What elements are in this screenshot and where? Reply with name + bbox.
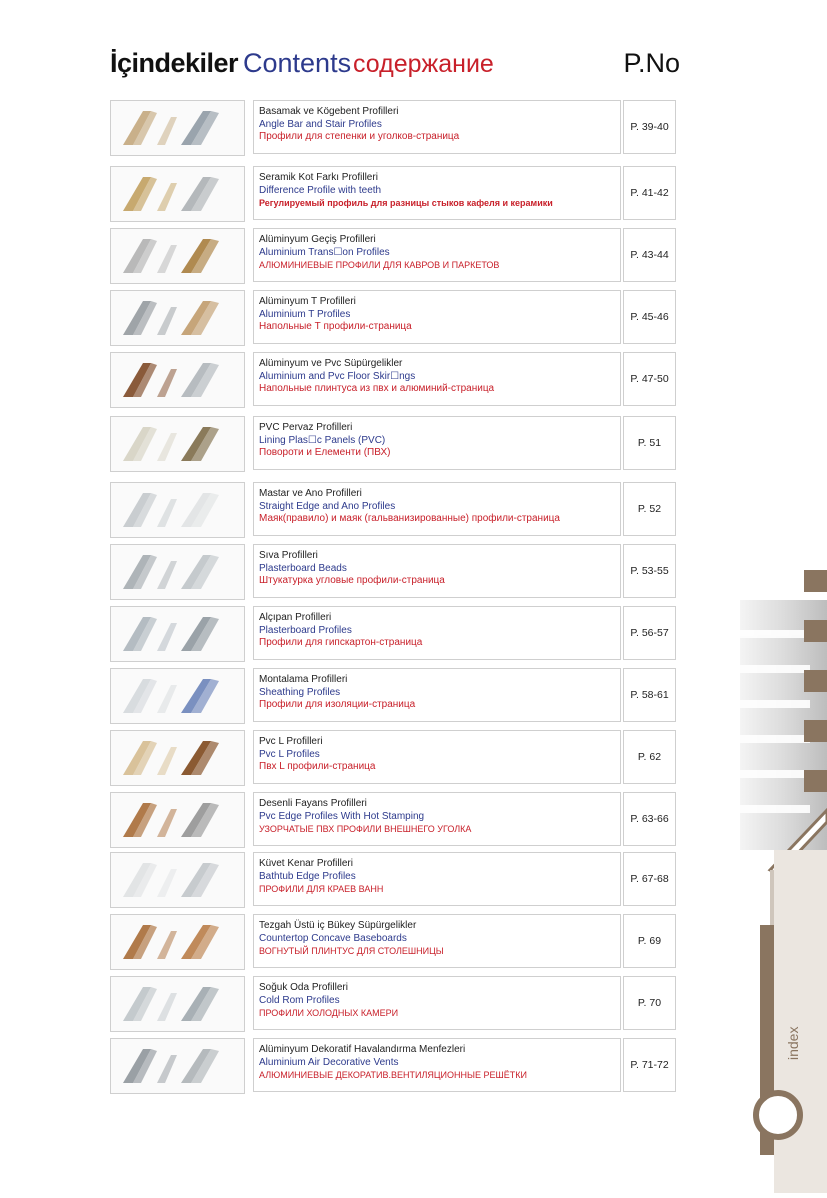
title-turkish: İçindekiler <box>110 48 239 78</box>
entry-description <box>253 792 621 846</box>
entry-title-turkish: Alüminyum ve Pvc Süpürgelikler <box>259 358 403 369</box>
entry-page-number: P. 58-61 <box>623 668 676 722</box>
entry-title-turkish: Alüminyum T Profilleri <box>259 296 356 307</box>
entry-title-english: Aluminium Air Decorative Vents <box>259 1056 399 1068</box>
entry-description <box>253 166 621 220</box>
angle-stair-profile-icon <box>110 100 245 156</box>
contents-entry <box>110 290 680 346</box>
entry-title-english: Bathtub Edge Profiles <box>259 870 356 882</box>
entry-description <box>253 914 621 968</box>
entry-page-number: P. 62 <box>623 730 676 784</box>
entry-description <box>253 482 621 536</box>
entry-title-turkish: Alüminyum Geçiş Profilleri <box>259 234 376 245</box>
entry-title-russian: АЛЮМИНИЕВЫЕ ДЕКОРАТИВ.ВЕНТИЛЯЦИОННЫЕ РЕШЁТКИ <box>259 1070 527 1080</box>
side-decoration <box>740 560 827 1193</box>
sheathing-profile-icon <box>110 668 245 724</box>
entry-title-russian: АЛЮМИНИЕВЫЕ ПРОФИЛИ ДЛЯ КАВРОВ И ПАРКЕТОВ <box>259 260 500 270</box>
contents-entry <box>110 352 680 408</box>
entry-title-english: Difference Profile with teeth <box>259 184 382 196</box>
contents-entry <box>110 668 680 724</box>
entry-title-russian: Повороти и Елементи (ПВХ) <box>259 447 391 458</box>
entry-title-english: Cold Rom Profiles <box>259 994 340 1006</box>
entry-title-turkish: Sıva Profilleri <box>259 550 318 561</box>
ceramic-level-profile-icon <box>110 166 245 222</box>
plasterboard-profile-icon <box>110 606 245 662</box>
entry-title-turkish: Soğuk Oda Profilleri <box>259 982 348 993</box>
entry-page-number: P. 71-72 <box>623 1038 676 1092</box>
entry-page-number: P. 63-66 <box>623 792 676 846</box>
entry-title-turkish: Pvc L Profilleri <box>259 736 323 747</box>
entry-title-english: Pvc L Profiles <box>259 748 320 760</box>
bathtub-edge-icon <box>110 852 245 908</box>
title-english: Contents <box>243 48 352 78</box>
entry-description <box>253 352 621 406</box>
entry-page-number: P. 69 <box>623 914 676 968</box>
entry-description <box>253 544 621 598</box>
entry-title-english: Plasterboard Beads <box>259 562 347 574</box>
entry-title-english: Lining Plas☐c Panels (PVC) <box>259 434 386 446</box>
entry-page-number: P. 45-46 <box>623 290 676 344</box>
contents-entry <box>110 100 680 156</box>
entry-page-number: P. 53-55 <box>623 544 676 598</box>
page-header <box>110 48 680 84</box>
entry-title-english: Pvc Edge Profiles With Hot Stamping <box>259 810 425 822</box>
transition-profile-icon <box>110 228 245 284</box>
entry-description <box>253 730 621 784</box>
entry-title-russian: Пвх L профили-страница <box>259 761 376 772</box>
entry-page-number: P. 67-68 <box>623 852 676 906</box>
entry-page-number: P. 43-44 <box>623 228 676 282</box>
entry-title-russian: Штукатурка угловые профили-страница <box>259 575 445 586</box>
entry-description <box>253 290 621 344</box>
entry-description <box>253 976 621 1030</box>
entry-title-english: Plasterboard Profiles <box>259 624 352 636</box>
entry-title-english: Straight Edge and Ano Profiles <box>259 500 396 512</box>
entry-title-russian: Напольные плинтуса из пвх и алюминий-страница <box>259 383 495 394</box>
entry-page-number: P. 52 <box>623 482 676 536</box>
contents-entry <box>110 914 680 970</box>
stacked-profiles-icon <box>740 560 827 1193</box>
entry-title-russian: ВОГНУТЫЙ ПЛИНТУС ДЛЯ СТОЛЕШНИЦЫ <box>259 946 444 956</box>
entry-title-english: Angle Bar and Stair Profiles <box>259 118 382 130</box>
entry-title-turkish: Seramik Kot Farkı Profilleri <box>259 172 378 183</box>
entry-description <box>253 668 621 722</box>
entry-title-turkish: Alçıpan Profilleri <box>259 612 332 623</box>
entry-description <box>253 606 621 660</box>
entry-page-number: P. 51 <box>623 416 676 470</box>
contents-entry <box>110 544 680 600</box>
entry-page-number: P. 39-40 <box>623 100 676 154</box>
pvc-l-profile-icon <box>110 730 245 786</box>
t-profile-icon <box>110 290 245 346</box>
entry-description <box>253 1038 621 1092</box>
entry-page-number: P. 41-42 <box>623 166 676 220</box>
entry-page-number: P. 56-57 <box>623 606 676 660</box>
entry-title-english: Aluminium and Pvc Floor Skir☐ngs <box>259 370 416 382</box>
countertop-baseboard-icon <box>110 914 245 970</box>
entry-title-turkish: Desenli Fayans Profilleri <box>259 798 367 809</box>
contents-entry <box>110 416 680 472</box>
entry-title-russian: Профили для гипскартон-страница <box>259 637 423 648</box>
entry-title-turkish: PVC Pervaz Profilleri <box>259 422 353 433</box>
entry-title-turkish: Alüminyum Dekoratif Havalandırma Menfezleri <box>259 1044 466 1055</box>
entry-description <box>253 228 621 282</box>
contents-entry <box>110 976 680 1032</box>
entry-page-number: P. 70 <box>623 976 676 1030</box>
entry-description <box>253 100 621 154</box>
entry-title-russian: Напольные Т профили-страница <box>259 321 412 332</box>
index-tab-label: index <box>785 1026 801 1060</box>
contents-entry <box>110 852 680 908</box>
page-number-heading: P.No <box>623 48 680 78</box>
entry-title-turkish: Montalama Profilleri <box>259 674 348 685</box>
entry-title-russian: Профили для изоляции-страница <box>259 699 416 710</box>
entry-title-russian: Маяк(правило) и маяк (гальванизированные) профили-страница <box>259 513 560 524</box>
entry-title-turkish: Küvet Kenar Profilleri <box>259 858 353 869</box>
straight-edge-icon <box>110 482 245 538</box>
entry-title-turkish: Tezgah Üstü iç Bükey Süpürgelikler <box>259 920 417 931</box>
floor-skirting-icon <box>110 352 245 408</box>
entry-description <box>253 416 621 470</box>
contents-entry <box>110 792 680 848</box>
air-vent-icon <box>110 1038 245 1094</box>
contents-entry <box>110 606 680 662</box>
entry-title-english: Countertop Concave Baseboards <box>259 932 407 944</box>
cold-room-profile-icon <box>110 976 245 1032</box>
contents-entry <box>110 730 680 786</box>
title-russian: содержание <box>353 50 494 78</box>
entry-title-turkish: Basamak ve Kögebent Profilleri <box>259 106 399 117</box>
entry-page-number: P. 47-50 <box>623 352 676 406</box>
contents-entry <box>110 1038 680 1094</box>
entry-title-russian: Регулируемый профиль для разницы стыков кафеля и керамики <box>259 198 553 208</box>
patterned-tile-profile-icon <box>110 792 245 848</box>
contents-entry <box>110 166 680 222</box>
contents-entry <box>110 482 680 538</box>
pvc-panel-icon <box>110 416 245 472</box>
contents-entry <box>110 228 680 284</box>
entry-title-russian: Профили для степенки и уголков-страница <box>259 131 460 142</box>
entry-title-english: Sheathing Profiles <box>259 686 341 698</box>
entry-title-russian: ПРОФИЛИ ДЛЯ КРАЕВ ВАНН <box>259 884 384 894</box>
entry-title-russian: УЗОРЧАТЫЕ ПВХ ПРОФИЛИ ВНЕШНЕГО УГОЛКА <box>259 824 472 834</box>
entry-title-turkish: Mastar ve Ano Profilleri <box>259 488 362 499</box>
entry-description <box>253 852 621 906</box>
entry-title-english: Aluminium Trans☐on Profiles <box>259 246 390 258</box>
entry-title-russian: ПРОФИЛИ ХОЛОДНЫХ КАМЕРИ <box>259 1008 399 1018</box>
entry-title-english: Aluminium T Profiles <box>259 308 351 320</box>
plaster-bead-icon <box>110 544 245 600</box>
